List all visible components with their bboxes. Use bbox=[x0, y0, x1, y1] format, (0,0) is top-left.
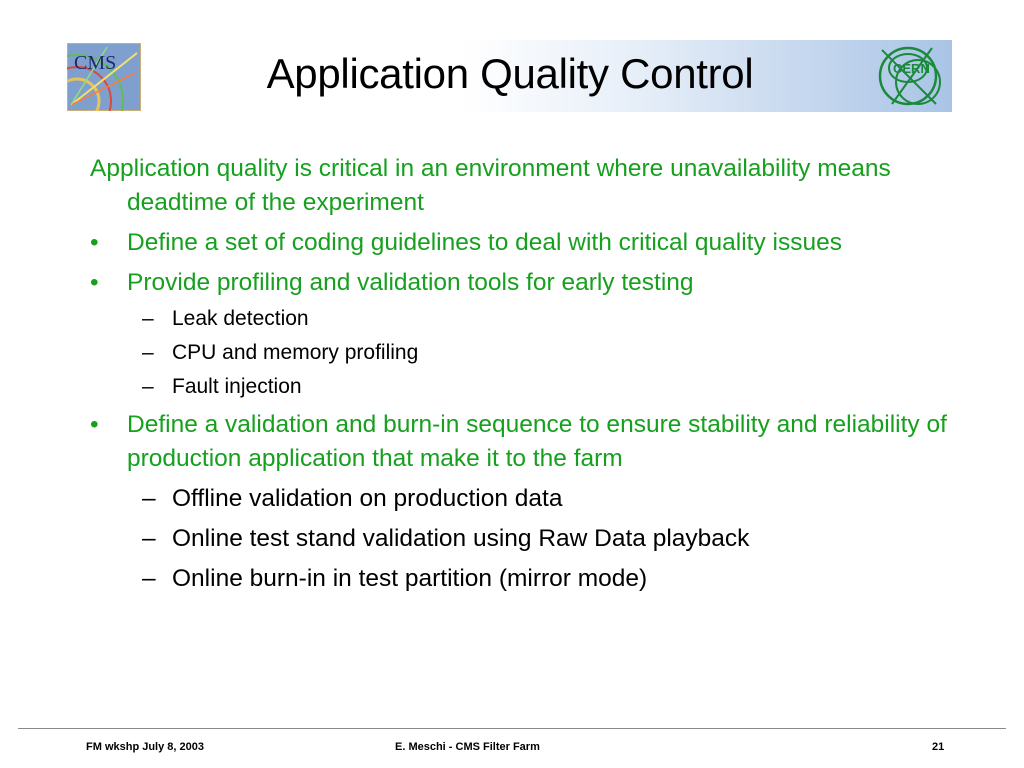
svg-text:CMS: CMS bbox=[74, 52, 117, 74]
sub-item-text: Online burn-in in test partition (mirror mode) bbox=[172, 565, 648, 592]
sub-item-online-burn-in bbox=[90, 562, 970, 596]
dash-icon: – bbox=[142, 341, 154, 364]
footer-divider bbox=[18, 728, 1006, 729]
sub-item-text: CPU and memory profiling bbox=[172, 341, 419, 364]
footer-author: E. Meschi - CMS Filter Farm bbox=[395, 741, 540, 753]
bullet-text: Define a validation and burn-in sequence to ensure stability and reliability of production application that make it to the farm bbox=[127, 411, 947, 472]
page-number: 21 bbox=[932, 741, 945, 753]
sub-item-text: Fault injection bbox=[172, 375, 302, 398]
bullet-icon: • bbox=[90, 411, 99, 438]
dash-icon: – bbox=[142, 375, 154, 398]
dash-icon: – bbox=[142, 307, 154, 330]
bullet-text: Provide profiling and validation tools for early testing bbox=[127, 269, 694, 296]
bullet-profiling-tools bbox=[90, 266, 970, 300]
dash-icon: – bbox=[142, 485, 156, 512]
bullet-coding-guidelines bbox=[90, 226, 970, 260]
bullet-icon: • bbox=[90, 269, 99, 296]
bullet-validation-sequence bbox=[90, 408, 970, 476]
sub-item-fault-injection bbox=[90, 372, 970, 402]
sub-item-text: Online test stand validation using Raw Data playback bbox=[172, 525, 750, 552]
dash-icon: – bbox=[142, 565, 156, 592]
slide-title: Application Quality Control bbox=[266, 50, 754, 97]
sub-item-text: Leak detection bbox=[172, 307, 309, 330]
footer-event-date: FM wkshp July 8, 2003 bbox=[86, 741, 204, 753]
slide-body bbox=[90, 152, 970, 596]
cern-logo-icon bbox=[872, 42, 950, 110]
dash-icon: – bbox=[142, 525, 156, 552]
sub-item-online-test-stand bbox=[90, 522, 970, 556]
cms-logo-icon bbox=[67, 43, 141, 111]
bullet-icon: • bbox=[90, 229, 99, 256]
svg-text:CERN: CERN bbox=[893, 61, 930, 76]
sub-item-leak-detection bbox=[90, 304, 970, 334]
bullet-text: Define a set of coding guidelines to deal with critical quality issues bbox=[127, 229, 842, 256]
intro-paragraph: Application quality is critical in an environment where unavailability means deadtime of the experiment bbox=[90, 155, 891, 216]
sub-item-cpu-memory bbox=[90, 338, 970, 368]
sub-item-text: Offline validation on production data bbox=[172, 485, 563, 512]
sub-item-offline-validation bbox=[90, 482, 970, 516]
